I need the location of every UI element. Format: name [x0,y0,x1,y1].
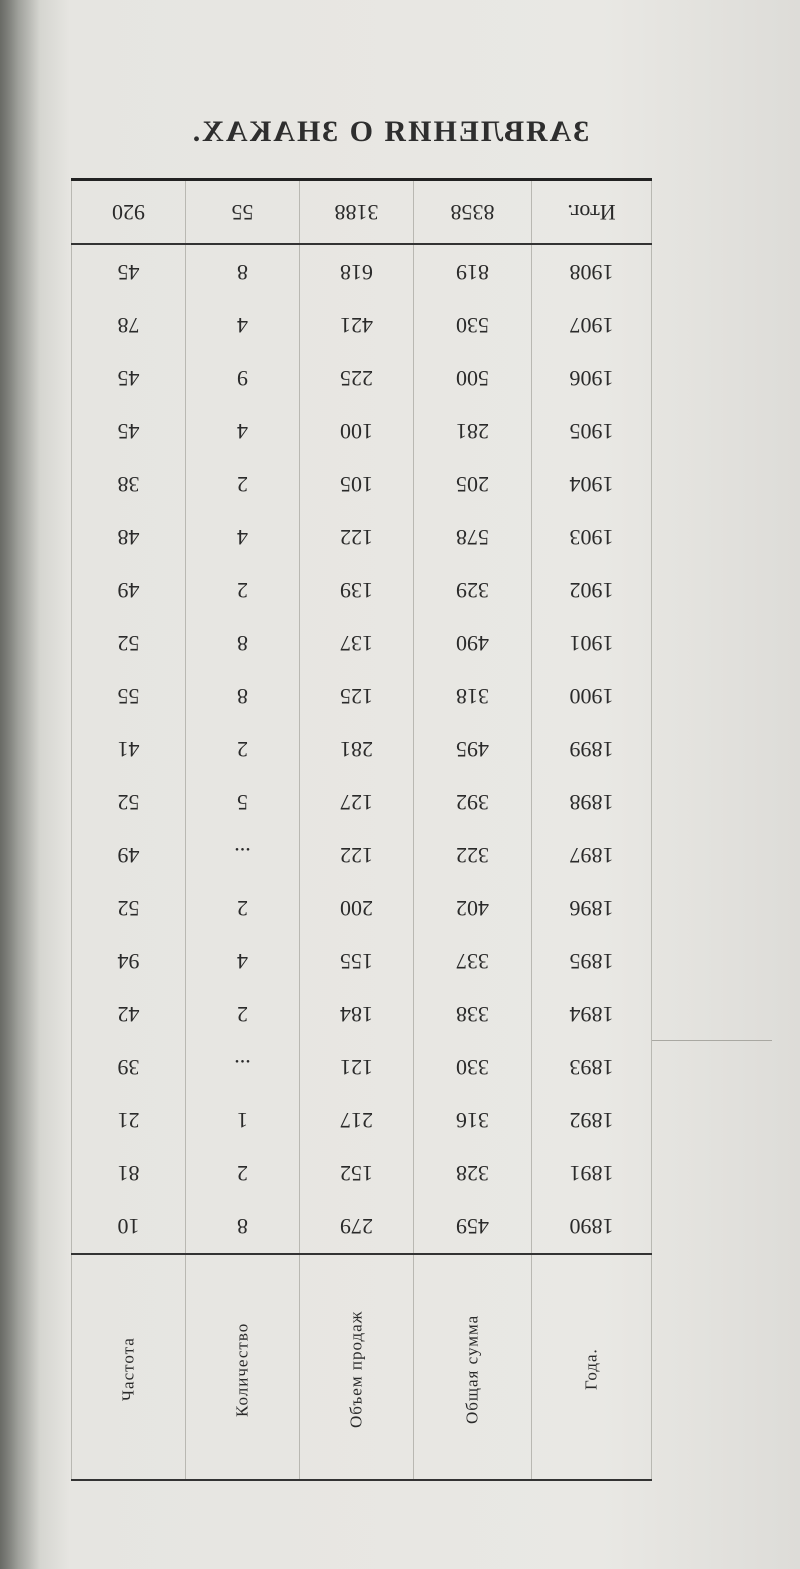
table-cell: 578 [414,511,532,564]
table-cell: 10 [72,1200,186,1254]
table-cell: 318 [414,670,532,723]
table-row [72,829,652,882]
table-cell: 39 [72,1041,186,1094]
table-cell: 1891 [532,1147,652,1200]
table-row [72,405,652,458]
table-cell: 1892 [532,1094,652,1147]
table-cell: 4 [186,299,300,352]
table-cell: 322 [414,829,532,882]
table-cell: 225 [300,352,414,405]
table-cell: 45 [72,405,186,458]
table-cell: 281 [414,405,532,458]
table-row [72,1041,652,1094]
table-cell: 41 [72,723,186,776]
table-cell: 5 [186,776,300,829]
table-cell: ... [186,1041,300,1094]
table-cell: 1897 [532,829,652,882]
table-cell: 8 [186,670,300,723]
table-cell: 1906 [532,352,652,405]
table-cell: 1893 [532,1041,652,1094]
table-row [72,935,652,988]
table-cell: 122 [300,829,414,882]
table-cell: 402 [414,882,532,935]
statistics-table-sheet [72,178,652,1481]
table-row [72,723,652,776]
table-row [72,352,652,405]
table-cell: 1894 [532,988,652,1041]
table-cell: 495 [414,723,532,776]
table-cell: 8 [186,1200,300,1254]
table-row [72,458,652,511]
header-cell: Объем продаж [300,1254,414,1480]
table-cell: 2 [186,1147,300,1200]
table-cell: 330 [414,1041,532,1094]
table-cell: 338 [414,988,532,1041]
table-cell: 121 [300,1041,414,1094]
table-cell: 819 [414,244,532,299]
total-cell: Итог. [532,180,652,245]
table-cell: 81 [72,1147,186,1200]
table-cell: 155 [300,935,414,988]
total-cell: 3188 [300,180,414,245]
table-cell: 2 [186,723,300,776]
table-header-row [72,1254,652,1480]
table-row [72,617,652,670]
table-cell: 49 [72,564,186,617]
table-cell: 38 [72,458,186,511]
table-row [72,1200,652,1254]
table-row [72,1094,652,1147]
table-cell: 1907 [532,299,652,352]
table-cell: ... [186,829,300,882]
table-cell: 152 [300,1147,414,1200]
table-row [72,988,652,1041]
table-cell: 2 [186,882,300,935]
table-total-row [72,180,652,245]
binding-shadow [0,0,40,1569]
table-cell: 1895 [532,935,652,988]
table-cell: 1905 [532,405,652,458]
table-cell: 1901 [532,617,652,670]
table-row [72,882,652,935]
table-cell: 279 [300,1200,414,1254]
table-cell: 500 [414,352,532,405]
table-cell: 94 [72,935,186,988]
table-cell: 1900 [532,670,652,723]
table-cell: 1902 [532,564,652,617]
table-cell: 45 [72,352,186,405]
table-cell: 139 [300,564,414,617]
table-cell: 55 [72,670,186,723]
table-cell: 205 [414,458,532,511]
table-cell: 392 [414,776,532,829]
table-cell: 281 [300,723,414,776]
table-row [72,564,652,617]
table-cell: 459 [414,1200,532,1254]
table-cell: 184 [300,988,414,1041]
table-cell: 125 [300,670,414,723]
table-row [72,299,652,352]
table-cell: 4 [186,405,300,458]
table-cell: 105 [300,458,414,511]
header-cell: Количество [186,1254,300,1480]
table-cell: 618 [300,244,414,299]
table-cell: 1908 [532,244,652,299]
table-cell: 530 [414,299,532,352]
table-cell: 127 [300,776,414,829]
table-cell: 52 [72,882,186,935]
table-cell: 8 [186,617,300,670]
total-cell: 55 [186,180,300,245]
table-cell: 1898 [532,776,652,829]
total-cell: 8358 [414,180,532,245]
table-cell: 45 [72,244,186,299]
table-cell: 1890 [532,1200,652,1254]
table-cell: 8 [186,244,300,299]
table-cell: 49 [72,829,186,882]
table-cell: 1903 [532,511,652,564]
table-cell: 328 [414,1147,532,1200]
table-cell: 78 [72,299,186,352]
table-row [72,776,652,829]
table-cell: 490 [414,617,532,670]
header-cell: Года. [532,1254,652,1480]
table-cell: 2 [186,564,300,617]
table-row [72,1147,652,1200]
page-title: ЗАЯВЛЕНИЯ О ЗНАКАХ. [190,115,590,148]
table-cell: 337 [414,935,532,988]
table-cell: 9 [186,352,300,405]
table-cell: 200 [300,882,414,935]
table-cell: 4 [186,511,300,564]
table-cell: 1904 [532,458,652,511]
table-cell: 1 [186,1094,300,1147]
table-cell: 122 [300,511,414,564]
table-cell: 2 [186,458,300,511]
table-cell: 21 [72,1094,186,1147]
table-cell: 42 [72,988,186,1041]
table-cell: 1896 [532,882,652,935]
total-cell: 920 [72,180,186,245]
table-row [72,244,652,299]
table-cell: 217 [300,1094,414,1147]
table-cell: 48 [72,511,186,564]
table-cell: 329 [414,564,532,617]
statistics-table [71,178,652,1481]
table-body [72,244,652,1254]
table-cell: 1899 [532,723,652,776]
outer-frame-line [652,1040,772,1061]
table-row [72,670,652,723]
header-cell: Общая сумма [414,1254,532,1480]
table-cell: 4 [186,935,300,988]
table-row [72,511,652,564]
table-cell: 100 [300,405,414,458]
table-cell: 52 [72,776,186,829]
header-cell: Частота [72,1254,186,1480]
table-cell: 316 [414,1094,532,1147]
table-cell: 421 [300,299,414,352]
table-cell: 137 [300,617,414,670]
table-cell: 2 [186,988,300,1041]
table-cell: 52 [72,617,186,670]
